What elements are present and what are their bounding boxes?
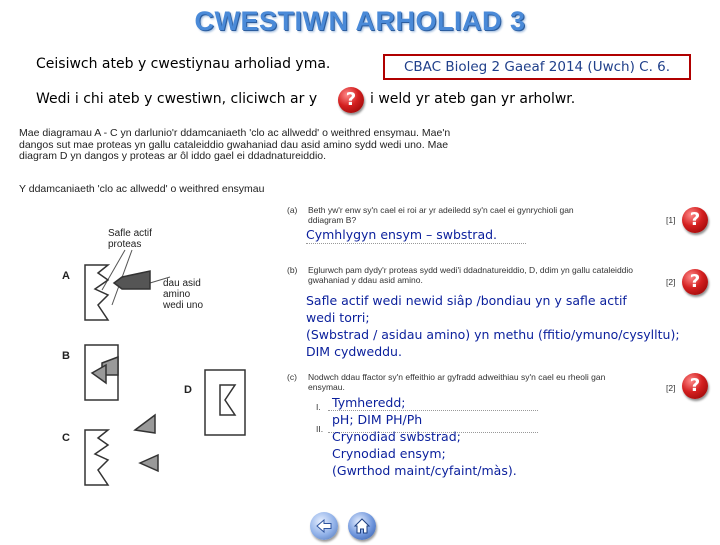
instruction-click-text-end: i weld yr ateb gan yr arholwr. — [370, 91, 576, 107]
question-mark-icon[interactable]: ? — [682, 269, 708, 295]
intro-line: diagram D yn dangos y proteas ar ôl iddo gael ei ddadnatureiddio. — [19, 150, 327, 162]
question-mark-icon[interactable]: ? — [682, 207, 708, 233]
diagram-subheading: Y ddamcaniaeth 'clo ac allwedd' o weithred ensymau — [19, 183, 265, 195]
intro-line: dangos sut mae proteas yn gallu cataleiddio gwahaniad dau asid amino sydd wedi uno. Mae — [19, 138, 449, 151]
answer-c: Tymheredd; pH; DIM PH/Ph Crynodiad swbstrad; Crynodiad ensym; (Gwrthod maint/cyfaint/màs). — [332, 395, 517, 478]
instruction-click-text: Wedi i chi ateb y cwestiwn, cliciwch ar y — [36, 91, 318, 107]
question-b-text: Eglurwch pam dydy'r proteas sydd wedi'i ddadnatureiddio, D, ddim yn gallu cataleiddio gwahaniad y ddau asid amino. — [308, 265, 634, 285]
back-button[interactable] — [310, 512, 338, 540]
instruction-text: Ceisiwch ateb y cwestiynau arholiad yma. — [36, 56, 331, 72]
question-a-text: Beth yw'r enw sy'n cael ei roi ar yr adeiledd sy'n cael ei gynrychioli gan ddiagram B? — [308, 205, 574, 225]
intro-line: Mae diagramau A - C yn darlunio'r ddamcaniaeth 'clo ac allwedd' o weithred ensymau. Mae'n — [19, 127, 451, 139]
question-a-marks: [1] — [666, 215, 676, 225]
amino-acids-label: dau asid amino wedi uno — [163, 278, 204, 311]
numeral-ii: II. — [316, 424, 324, 434]
numeral-i: I. — [316, 402, 321, 412]
answer-a: Cymhlygyn ensym – swbstrad. — [306, 226, 526, 244]
page-title: CWESTIWN ARHOLIAD 3 — [194, 6, 526, 36]
diagram-letter-b: B — [62, 350, 70, 362]
enzyme-b-shape — [85, 345, 118, 400]
question-b-marks: [2] — [666, 277, 676, 287]
question-mark-icon[interactable]: ? — [682, 373, 708, 399]
question-c-text: Nodwch ddau ffactor sy'n effeithio ar gyfradd adweithiau sy'n cael eu rheoli gan ensymau. — [308, 372, 606, 392]
diagram-letter-a: A — [62, 270, 70, 282]
question-b-label: (b) — [287, 265, 298, 275]
home-icon — [348, 512, 376, 540]
active-site-label: Safle actif proteas — [108, 228, 152, 250]
back-arrow-icon — [310, 512, 338, 540]
diagram-letter-c: C — [62, 432, 70, 444]
question-mark-icon[interactable]: ? — [338, 87, 364, 113]
diagram-letter-d: D — [184, 384, 192, 396]
intro-paragraph — [19, 128, 450, 163]
enzyme-a-shape — [85, 265, 150, 320]
question-c-label: (c) — [287, 372, 297, 382]
question-a-label: (a) — [287, 205, 298, 215]
home-button[interactable] — [348, 512, 376, 540]
enzyme-d-shape — [205, 370, 245, 435]
enzyme-c-shape — [85, 415, 158, 485]
question-c-marks: [2] — [666, 383, 676, 393]
exam-reference-box: CBAC Bioleg 2 Gaeaf 2014 (Uwch) C. 6. — [383, 54, 691, 80]
enzyme-diagram — [40, 205, 260, 505]
answer-b: Safle actif wedi newid siâp /bondiau yn y safle actif wedi torri; (Swbstrad / asidau amino) yn methu (ffitio/ymuno/cysylltu); DIM cydweddu. — [306, 293, 680, 359]
